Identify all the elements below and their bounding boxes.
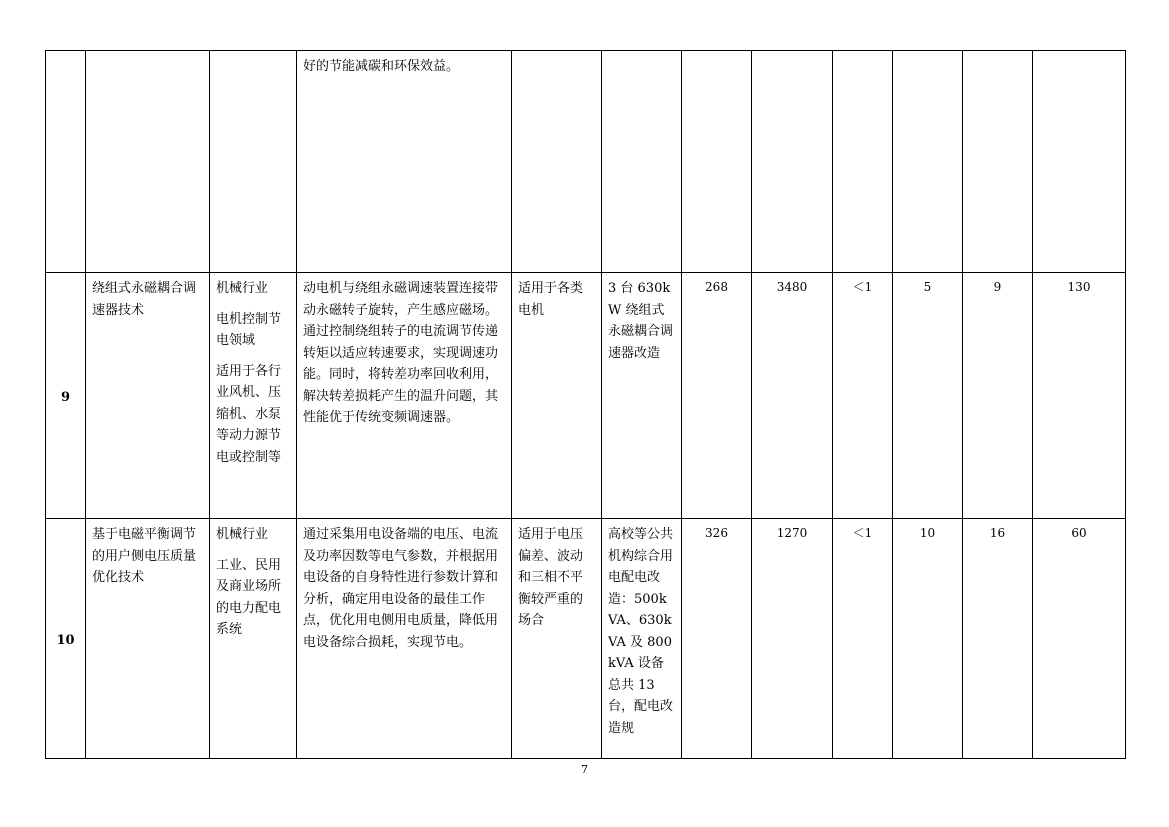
industry-cell [210, 51, 297, 273]
value-cell [893, 51, 963, 273]
value-cell: ＜1 [833, 273, 893, 519]
tech-description-cell: 通过采集用电设备端的电压、电流及功率因数等电气参数，并根据用电设备的自身特性进行参数计算和分析，确定用电设备的最佳工作点，优化用电侧用电质量，降低用电设备综合损耗，实现节电。 [297, 519, 512, 759]
value-cell: 130 [1033, 273, 1126, 519]
value-cell: 5 [893, 273, 963, 519]
value-cell [963, 51, 1033, 273]
row-number-cell [46, 51, 86, 273]
value-cell: ＜1 [833, 519, 893, 759]
value-cell [1033, 51, 1126, 273]
value-cell: 9 [963, 273, 1033, 519]
table-row [46, 273, 1126, 519]
value-cell: 60 [1033, 519, 1126, 759]
case-cell: 高校等公共机构综合用电配电改造：500kVA、630kVA 及 800kVA 设备总共 13 台，配电改造规 [602, 519, 682, 759]
value-cell: 1270 [752, 519, 833, 759]
case-cell: 3 台 630kW 绕组式永磁耦合调速器改造 [602, 273, 682, 519]
value-cell [833, 51, 893, 273]
value-cell: 326 [682, 519, 752, 759]
scope-cell [512, 51, 602, 273]
scope-cell: 适用于各类电机 [512, 273, 602, 519]
table-row [46, 51, 1126, 273]
industry-line: 电机控制节电领域 [216, 311, 282, 348]
value-cell: 16 [963, 519, 1033, 759]
value-cell [682, 51, 752, 273]
tech-name-cell: 基于电磁平衡调节的用户侧电压质量优化技术 [86, 519, 210, 759]
value-cell: 10 [893, 519, 963, 759]
industry-line: 机械行业 [216, 527, 269, 542]
industry-line: 工业、民用及商业场所的电力配电系统 [216, 557, 282, 637]
industry-cell [210, 273, 297, 519]
value-cell: 268 [682, 273, 752, 519]
value-cell: 3480 [752, 273, 833, 519]
industry-cell [210, 519, 297, 759]
case-cell [602, 51, 682, 273]
table-row [46, 519, 1126, 759]
tech-description-cell: 好的节能减碳和环保效益。 [297, 51, 512, 273]
industry-line: 适用于各行业风机、压缩机、水泵等动力源节电或控制等 [216, 363, 282, 465]
page-number: 7 [581, 763, 588, 776]
row-number-cell: 10 [46, 519, 86, 759]
industry-line: 机械行业 [216, 281, 269, 296]
tech-description-cell: 动电机与绕组永磁调速装置连接带动永磁转子旋转，产生感应磁场。通过控制绕组转子的电流调节传递转矩以适应转速要求，实现调速功能。同时，将转差功率回收利用，解决转差损耗产生的温升问题，其性能优于传统变频调速器。 [297, 273, 512, 519]
scope-cell: 适用于电压偏差、波动和三相不平衡较严重的场合 [512, 519, 602, 759]
value-cell [752, 51, 833, 273]
tech-name-cell [86, 51, 210, 273]
technology-table [45, 50, 1126, 759]
row-number-cell: 9 [46, 273, 86, 519]
tech-name-cell: 绕组式永磁耦合调速器技术 [86, 273, 210, 519]
